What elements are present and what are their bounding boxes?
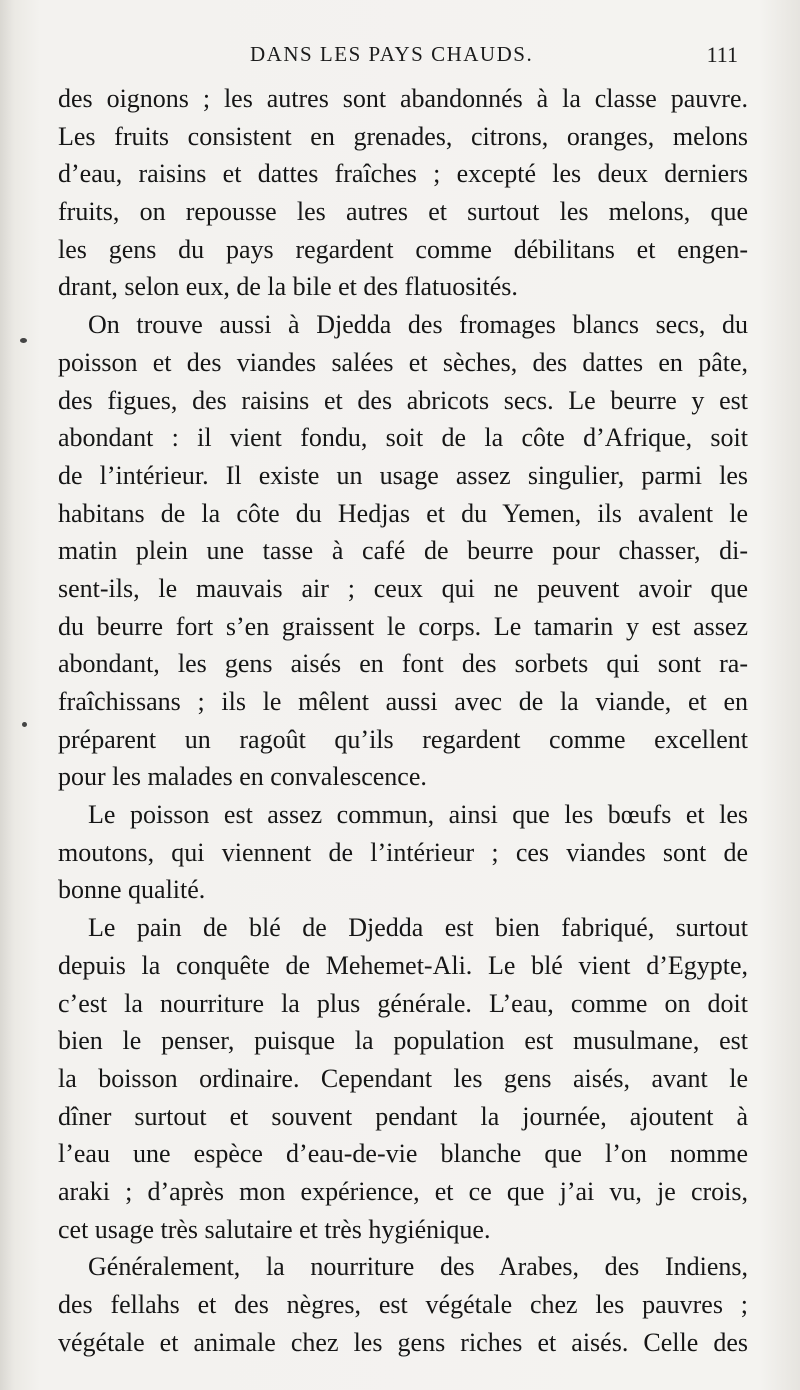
paragraph bbox=[58, 80, 748, 306]
text-line: habitans de la côte du Hedjas et du Yemen, ils avalent le bbox=[58, 498, 748, 528]
text-line: préparent un ragoût qu’ils regardent comme excellent bbox=[58, 724, 748, 754]
paragraph bbox=[58, 796, 748, 909]
text-line: la boisson ordinaire. Cependant les gens aisés, avant le bbox=[58, 1063, 748, 1093]
text-line: depuis la conquête de Mehemet-Ali. Le blé vient d’Egypte, bbox=[58, 950, 748, 980]
text-line: Généralement, la nourriture des Arabes, des Indiens, bbox=[88, 1252, 748, 1282]
text-line: Les fruits consistent en grenades, citrons, oranges, melons bbox=[58, 121, 748, 151]
text-line: végétale et animale chez les gens riches et aisés. Celle des bbox=[58, 1327, 748, 1357]
margin-ink-spot bbox=[20, 338, 27, 343]
text-line: des fellahs et des nègres, est végétale chez les pauvres ; bbox=[58, 1290, 748, 1319]
running-head bbox=[60, 42, 750, 74]
text-line: Le poisson est assez commun, ainsi que les bœufs et les bbox=[88, 800, 748, 830]
text-line: des figues, des raisins et des abricots secs. Le beurre y est bbox=[58, 385, 748, 415]
text-line: du beurre fort s’en graissent le corps. Le tamarin y est assez bbox=[58, 611, 748, 641]
text-line: des oignons ; les autres sont abandonnés à la classe pauvre. bbox=[58, 84, 748, 113]
text-line: moutons, qui viennent de l’intérieur ; ces viandes sont de bbox=[58, 837, 748, 867]
text-line: cet usage très salutaire et très hygiénique. bbox=[58, 1214, 491, 1244]
text-line: araki ; d’après mon expérience, et ce que j’ai vu, je crois, bbox=[58, 1176, 748, 1206]
text-line: bonne qualité. bbox=[58, 875, 206, 905]
text-line: abondant : il vient fondu, soit de la côte d’Afrique, soit bbox=[58, 423, 748, 453]
text-line: abondant, les gens aisés en font des sorbets qui sont ra- bbox=[58, 649, 748, 679]
running-title: DANS LES PAYS CHAUDS. bbox=[250, 42, 534, 66]
paragraph bbox=[58, 1248, 748, 1361]
page-number: 111 bbox=[706, 42, 738, 67]
text-line: fruits, on repousse les autres et surtout les melons, que bbox=[58, 197, 748, 227]
text-line: fraîchissans ; ils le mêlent aussi avec de la viande, et en bbox=[58, 687, 748, 716]
text-line: matin plein une tasse à café de beurre pour chasser, di- bbox=[58, 536, 748, 566]
paragraph bbox=[58, 909, 748, 1248]
text-line: l’eau une espèce d’eau-de-vie blanche que l’on nomme bbox=[58, 1139, 748, 1169]
text-line: c’est la nourriture la plus générale. L’eau, comme on doit bbox=[58, 988, 748, 1018]
paragraph bbox=[58, 306, 748, 796]
text-line: de l’intérieur. Il existe un usage assez singulier, parmi les bbox=[58, 460, 748, 490]
text-line: dîner surtout et souvent pendant la journée, ajoutent à bbox=[58, 1101, 748, 1131]
text-line: On trouve aussi à Djedda des fromages blancs secs, du bbox=[88, 310, 748, 340]
margin-ink-spot bbox=[22, 722, 27, 727]
text-line: drant, selon eux, de la bile et des flatuosités. bbox=[58, 272, 518, 302]
text-line: bien le penser, puisque la population est musulmane, est bbox=[58, 1026, 748, 1056]
text-line: pour les malades en convalescence. bbox=[58, 762, 427, 792]
body-text bbox=[58, 80, 748, 1361]
text-line: Le pain de blé de Djedda est bien fabriqué, surtout bbox=[88, 913, 748, 943]
text-line: sent-ils, le mauvais air ; ceux qui ne peuvent avoir que bbox=[58, 573, 748, 603]
text-line: d’eau, raisins et dattes fraîches ; excepté les deux derniers bbox=[58, 159, 748, 189]
text-line: les gens du pays regardent comme débilitans et engen- bbox=[58, 234, 748, 264]
text-line: poisson et des viandes salées et sèches, des dattes en pâte, bbox=[58, 347, 748, 377]
